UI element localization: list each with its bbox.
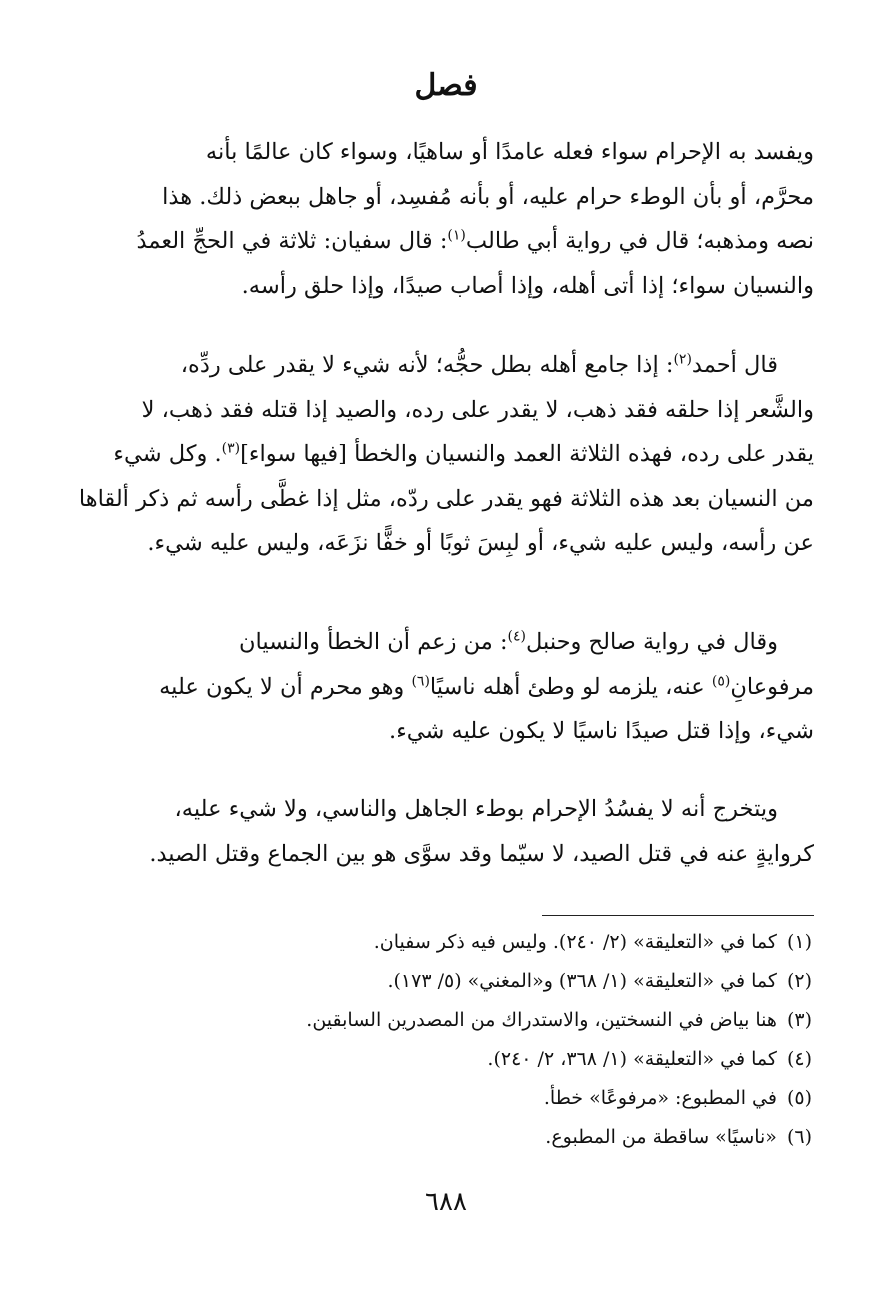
text-line: من النسيان بعد هذه الثلاثة فهو يقدر على ردّه، مثل إذا غطَّى رأسه ثم ذكر ألقاها [78,485,814,512]
line-text: ويتخرج أنه لا يفسُدُ الإحرام بوطء الجاهل والناسي، ولا شيء عليه، [174,796,778,822]
footnote-item [80,1001,812,1040]
line-text: وقال في رواية صالح وحنبل [526,629,778,655]
footnote-marker: (٦) [411,673,430,689]
footnote-text: في المطبوع: «مرفوعًا» خطأ. [543,1087,777,1109]
line-text: نصه ومذهبه؛ قال في رواية أبي طالب [465,228,814,254]
footnote-number: (١) [786,931,812,953]
footnote-item [80,1079,812,1118]
paragraph-3 [78,620,814,754]
footnote-number: (٣) [786,1009,812,1031]
footnote-text: كما في «التعليقة» (١/ ٣٦٨) و«المغني» (٥/ ١٧٣). [387,970,777,992]
line-text: : قال سفيان: ثلاثة في الحجِّ العمدُ [136,228,448,254]
line-text: : من زعم أن الخطأ والنسيان [239,629,508,655]
footnote-number: (٦) [786,1126,812,1148]
line-text: : إذا جامع أهله بطل حجُّه؛ لأنه شيء لا يقدر على ردِّه، [180,352,674,378]
text-line: ويفسد به الإحرام سواء فعله عامدًا أو ساهيًا، وسواء كان عالمًا بأنه [205,139,814,165]
text-line: عن رأسه، وليس عليه شيء، أو لبِسَ ثوبًا أو خفًّا نزَعَه، وليس عليه شيء. [147,530,814,556]
footnote-separator [542,915,814,916]
text-line: والنسيان سواء؛ إذا أتى أهله، وإذا أصاب صيدًا، وإذا حلق رأسه. [241,272,814,299]
footnote-marker: (١) [447,227,466,244]
line-text: . وكل شيء [113,441,222,467]
paragraph-1 [78,130,814,308]
text-line [78,432,814,477]
line-text: مرفوعانِ [730,673,814,700]
text-line [78,665,814,710]
text-line [78,343,814,388]
page-number: ٦٨٨ [425,1187,467,1217]
footnote-item [80,1040,812,1079]
line-text: عنه، يلزمه لو وطئ أهله ناسيًا [429,673,712,700]
footnote-marker: (٥) [711,673,731,689]
footnote-text: هنا بياض في النسختين، والاستدراك من المصدرين السابقين. [306,1009,777,1031]
text-line: شيء، وإذا قتل صيدًا ناسيًا لا يكون عليه شيء. [389,718,814,744]
line-text: قال أحمد [691,352,778,378]
text-line [78,787,814,832]
footnote-number: (٢) [786,970,812,992]
footnote-marker: (٢) [673,351,692,368]
text-line: محرَّم، أو بأن الوطء حرام عليه، أو بأنه مُفسِد، أو جاهل ببعض ذلك. هذا [162,183,814,210]
footnotes [80,923,812,1157]
footnote-item [80,923,812,962]
footnote-text: كما في «التعليقة» (٢/ ٢٤٠). وليس فيه ذكر سفيان. [373,931,777,953]
footnote-marker: (٣) [221,440,241,457]
footnote-item [80,1118,812,1157]
line-text: يقدر على رده، فهذه الثلاثة العمد والنسيان والخطأ [فيها سواء] [240,441,814,467]
footnote-number: (٤) [786,1048,812,1070]
paragraph-4 [78,787,814,876]
text-line: والشَّعر إذا حلقه فقد ذهب، لا يقدر على رده، والصيد إذا قتله فقد ذهب، لا [141,396,814,423]
line-text: وهو محرم أن لا يكون عليه [159,673,412,700]
footnote-marker: (٤) [507,628,527,645]
paragraph-2 [78,343,814,566]
section-heading: فصل [414,68,478,103]
footnote-text: «ناسيًا» ساقطة من المطبوع. [545,1126,777,1148]
text-line: كروايةٍ عنه في قتل الصيد، لا سيّما وقد سوَّى هو بين الجماع وقتل الصيد. [149,840,814,867]
footnote-item [80,962,812,1001]
footnote-text: كما في «التعليقة» (١/ ٣٦٨، ٢/ ٢٤٠). [487,1048,777,1070]
text-line [78,620,814,665]
text-line [78,219,814,264]
footnote-number: (٥) [786,1087,812,1109]
